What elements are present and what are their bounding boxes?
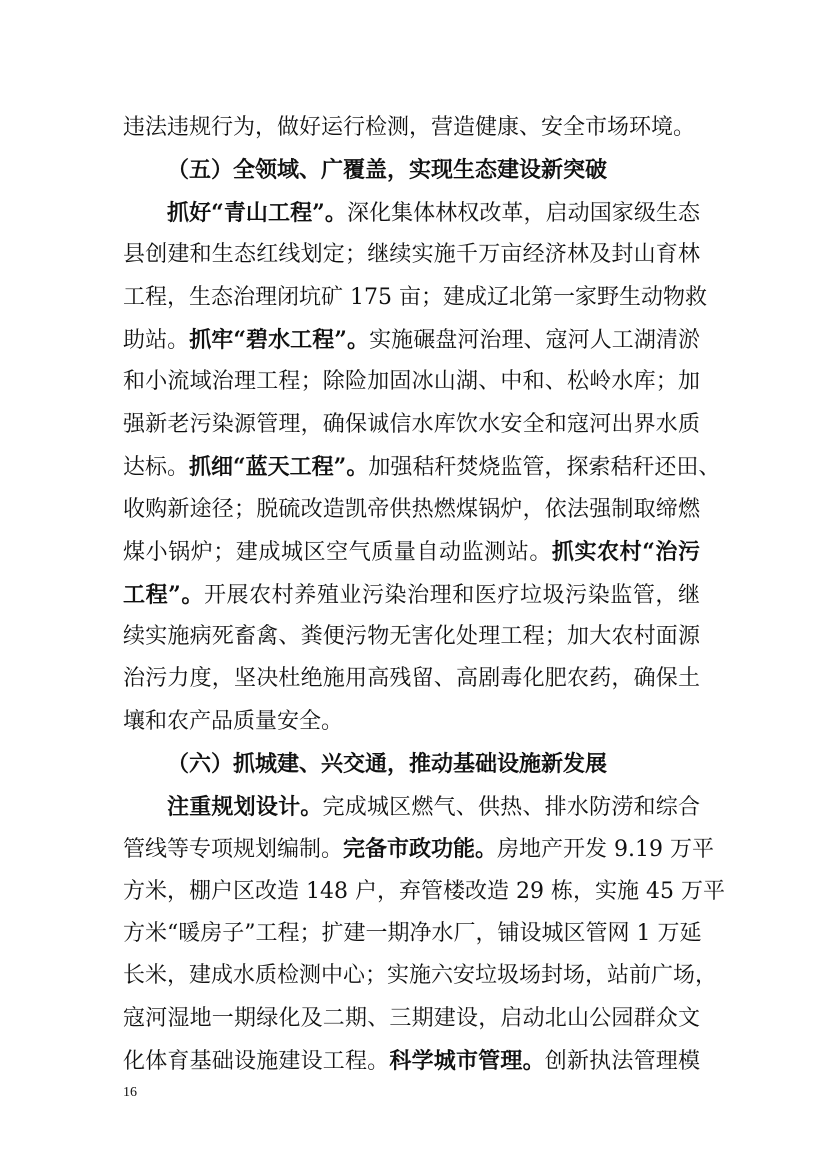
text-line: 化体育基础设施建设工程。科学城市管理。创新执法管理模 [123,1048,700,1074]
section-heading-5: （五）全领域、广覆盖，实现生态建设新突破 [167,157,608,183]
bold-lead: 科学城市管理。 [389,1048,545,1074]
text-line: 煤小锅炉；建成城区空气质量自动监测站。抓实农村“治污 [123,539,700,565]
bold-lead: 注重规划设计。 [167,794,323,820]
text-line: 治污力度，坚决杜绝施用高残留、高剧毒化肥农药，确保土 [123,666,700,691]
bold-lead: 抓实农村“治污 [551,539,700,565]
text-line: 长米，建成水质检测中心；实施六安垃圾场封场，站前广场， [123,963,718,988]
bold-lead: 抓好“青山工程”。 [167,200,347,226]
text-line: 管线等专项规划编制。完备市政功能。房地产开发 9.19 万平 [123,836,715,862]
bold-lead: 完备市政功能。 [343,836,498,862]
text-line: 强新老污染源管理，确保诚信水库饮水安全和寇河出界水质 [123,412,700,437]
text-line: 抓好“青山工程”。深化集体林权改革，启动国家级生态 [167,200,700,226]
text-line: 和小流域治理工程；除险加固冰山湖、中和、松岭水库；加 [123,369,700,394]
text-line: 注重规划设计。完成城区燃气、供热、排水防涝和综合 [167,794,700,820]
text-line: 县创建和生态红线划定；继续实施千万亩经济林及封山育林 [123,242,700,267]
bold-lead: 抓细“蓝天工程”。 [189,454,369,480]
text-line: 助站。抓牢“碧水工程”。实施碾盘河治理、寇河人工湖清淤 [123,327,700,353]
bold-lead: 工程”。 [123,582,204,608]
text-line: 违法违规行为，做好运行检测，营造健康、安全市场环境。 [123,115,696,140]
text-line: 方米“暖房子”工程；扩建一期净水厂，铺设城区管网 1 万延 [123,921,702,946]
text-line: 达标。抓细“蓝天工程”。加强秸秆焚烧监管，探索秸秆还田、 [123,454,721,480]
text-line: 寇河湿地一期绿化及二期、三期建设，启动北山公园群众文 [123,1006,700,1031]
text-line: 续实施病死畜禽、粪便污物无害化处理工程；加大农村面源 [123,624,700,649]
text-line: 方米，棚户区改造 148 户，弃管楼改造 29 栋，实施 45 万平 [123,879,725,904]
section-heading-6: （六）抓城建、兴交通，推动基础设施新发展 [167,751,608,777]
text-line: 壤和农产品质量安全。 [123,709,344,734]
text-line: 工程”。开展农村养殖业污染治理和医疗垃圾污染监管，继 [123,582,700,608]
text-line: 工程，生态治理闭坑矿 175 亩；建成辽北第一家野生动物救 [123,285,707,310]
text-line: 收购新途径；脱硫改造凯帝供热燃煤锅炉，依法强制取缔燃 [123,497,700,522]
bold-lead: 抓牢“碧水工程”。 [189,327,370,353]
page-number: 16 [123,1085,137,1100]
